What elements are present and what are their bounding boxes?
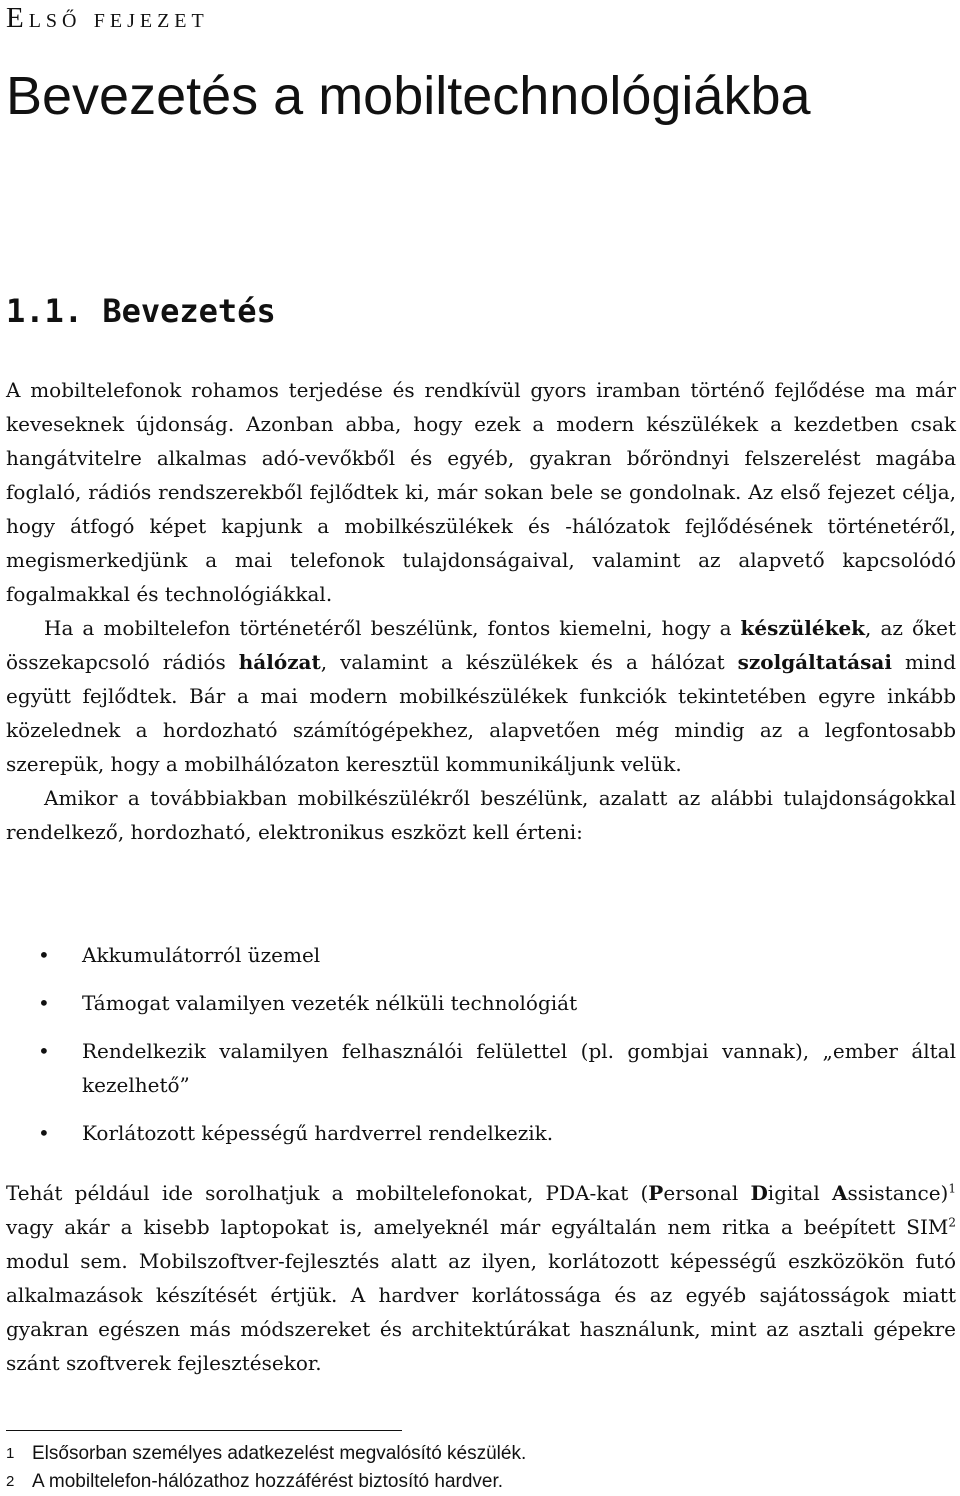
paragraph-text: , valamint a készülékek és a hálózat [320, 650, 738, 674]
body-text-lower [6, 1176, 956, 1380]
paragraph-text: Tehát például ide sorolhatjuk a mobiltelefonokat, PDA-kat ( [6, 1181, 649, 1205]
list-item [6, 938, 956, 972]
list-item-text: Támogat valamilyen vezeték nélküli technológiát [82, 991, 578, 1015]
acronym-letter: D [750, 1181, 768, 1205]
property-list [6, 938, 956, 1150]
footnote-text: A mobiltelefon-hálózathoz hozzáférést biztosító hardver. [32, 1471, 504, 1492]
footnotes [6, 1440, 956, 1496]
list-item-text: Akkumulátorról üzemel [82, 943, 321, 967]
emphasis-network: hálózat [238, 650, 321, 674]
paragraph-definition: Amikor a továbbiakban mobilkészülékről beszélünk, azalatt az alábbi tulajdonságokkal rendelkező, hordozható, elektronikus eszközt kell érteni: [6, 786, 956, 844]
footnote-ref[interactable]: 1 [948, 1181, 956, 1196]
list-item-text: Korlátozott képességű hardverrel rendelkezik. [82, 1121, 554, 1145]
chapter-label: Első fejezet [6, 2, 209, 34]
paragraph-examples [6, 1176, 956, 1380]
paragraph-text: mind együtt fejlődtek. Bár a mai modern mobilkészülékek funkciók tekintetében egyre inkább közelednek a hordozható számítógépekhez, alapvetően még mindig az a legfontosabb szerepük, hogy a mobilhálózaton keresztül kommunikáljunk velük. [6, 650, 957, 776]
footnote-mark: 2 [6, 1473, 15, 1490]
paragraph-text: modul sem. Mobilszoftver-fejlesztés alatt az ilyen, korlátozott képességű eszközökön futó alkalmazások készítését értjük. A hardver korlátossága és az egyéb sajátosságok miatt gyakran egészen más módszereket és architektúrákat használunk, mint az asztali gépekre szánt szoftverek fejlesztésekor. [6, 1249, 956, 1375]
footnote [6, 1468, 956, 1496]
list-item [6, 1034, 956, 1102]
footnote-divider [6, 1430, 402, 1431]
acronym-letter: P [648, 1181, 664, 1205]
acronym-letter: A [831, 1181, 848, 1205]
paragraph-text: ssistance) [847, 1181, 949, 1205]
paragraph-intro: A mobiltelefonok rohamos terjedése és rendkívül gyors iramban történő fejlődése ma már keveseknek újdonság. Azonban abba, hogy ezek a modern készülékek a kezdetben csak hangátvitelre alkalmas adó-vevőkből és egyéb, gyakran bőröndnyi felszerelést magába foglaló, rádiós rendszerekből fejlődtek ki, már sokan bele se gondolnak. Az első fejezet célja, hogy átfogó képet kapjunk a mobilkészülékek és -hálózatok fejlődésének történetéről, megismerkedjünk a mai telefonok tulajdonságaival, valamint az alapvető kapcsolódó fogalmakkal és technológiákkal. [6, 378, 956, 606]
bullet-icon: • [38, 943, 50, 967]
paragraph-text: ersonal [663, 1181, 751, 1205]
bullet-icon: • [38, 1039, 50, 1063]
paragraph-text: vagy akár a kisebb laptopokat is, amelyeknél már egyáltalán nem ritka a beépített SIM [6, 1215, 949, 1239]
paragraph-text: , az őket összekapcsoló rádiós [6, 616, 956, 674]
chapter-title: Bevezetés a mobiltechnológiákba [6, 66, 811, 126]
list-item-text: Rendelkezik valamilyen felhasználói felülettel (pl. gombjai vannak), „ember által kezelhető” [82, 1039, 956, 1097]
bullet-icon: • [38, 1121, 50, 1145]
emphasis-devices: készülékek [740, 616, 866, 640]
section-heading: 1.1. Bevezetés [6, 292, 276, 330]
footnote-text: Elsősorban személyes adatkezelést megvalósító készülék. [32, 1443, 527, 1464]
bullet-icon: • [38, 991, 50, 1015]
body-text-upper [6, 373, 956, 849]
list-item [6, 1116, 956, 1150]
footnote-ref[interactable]: 2 [948, 1215, 956, 1230]
list-item [6, 986, 956, 1020]
paragraph-text: igital [767, 1181, 832, 1205]
paragraph-text: Ha a mobiltelefon történetéről beszélünk, fontos kiemelni, hogy a [44, 616, 741, 640]
footnote [6, 1440, 956, 1468]
paragraph-history [6, 611, 956, 781]
footnote-mark: 1 [6, 1445, 15, 1462]
emphasis-services: szolgáltatásai [737, 650, 892, 674]
